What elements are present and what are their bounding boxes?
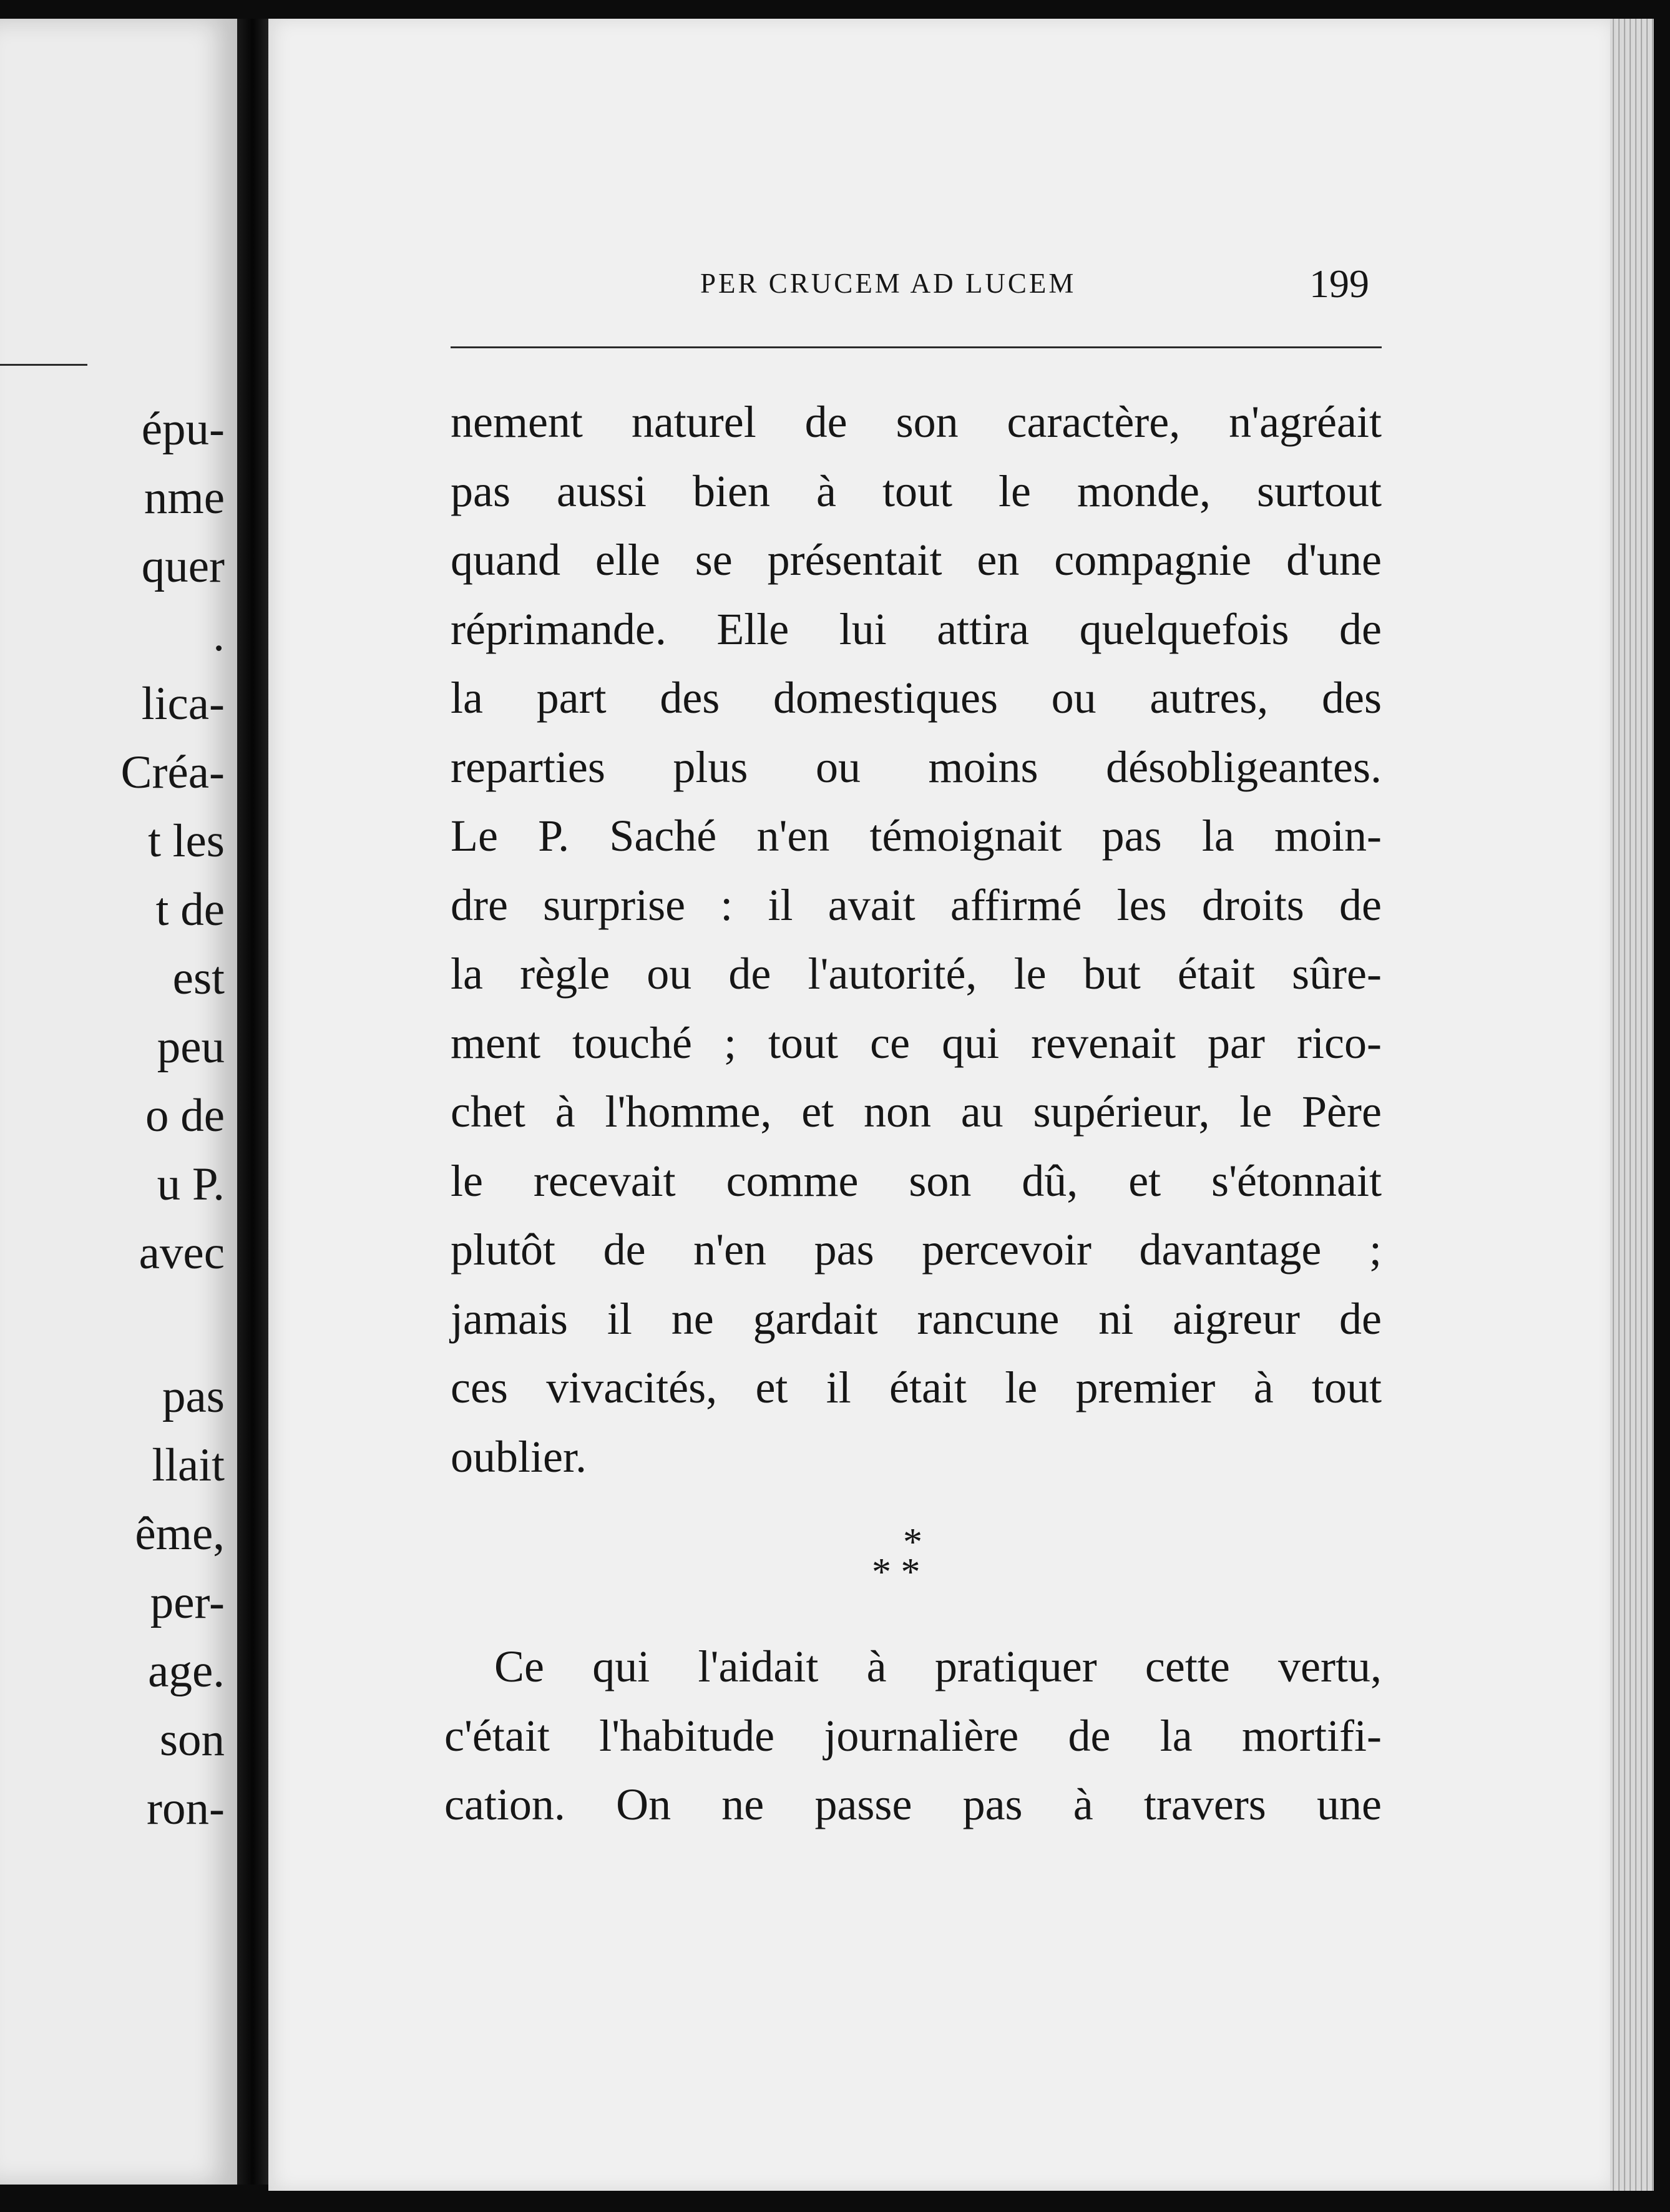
left-page-line: age.: [148, 1645, 225, 1697]
left-page: [0, 19, 237, 2185]
text-line: plutôt de n'en pas percevoir davantage ;: [451, 1225, 1382, 1275]
text-line: pas aussi bien à tout le monde, surtout: [451, 466, 1382, 516]
left-page-line: t les: [148, 815, 225, 867]
book-gutter: [237, 19, 268, 2185]
text-line: oublier.: [451, 1431, 587, 1482]
text-line: quand elle se présentait en compagnie d'une: [451, 535, 1382, 585]
text-line: c'était l'habitude journalière de la mortifi-: [444, 1710, 1382, 1761]
text-line: reparties plus ou moins désobligeantes.: [451, 741, 1382, 792]
left-page-line: lica-: [141, 678, 225, 730]
left-page-rule: [0, 364, 87, 366]
left-page-line: est: [172, 952, 225, 1004]
left-page-line: ême,: [135, 1508, 225, 1560]
text-line: dre surprise : il avait affirmé les droits de: [451, 879, 1382, 930]
text-line: la part des domestiques ou autres, des: [451, 673, 1382, 723]
running-title: PER CRUCEM AD LUCEM: [700, 268, 1077, 299]
text-line: réprimande. Elle lui attira quelquefois de: [451, 604, 1382, 654]
text-line: le recevait comme son dû, et s'étonnait: [451, 1155, 1382, 1206]
left-page-line: avec: [139, 1227, 225, 1279]
text-line: jamais il ne gardait rancune ni aigreur de: [451, 1293, 1382, 1344]
left-page-line: llait: [152, 1439, 225, 1491]
left-page-line: per-: [150, 1577, 225, 1628]
left-page-line: son: [159, 1714, 225, 1766]
left-page-line: .: [213, 609, 225, 661]
left-page-line: quer: [141, 541, 225, 592]
text-line: nement naturel de son caractère, n'agréait: [451, 397, 1382, 447]
text-line: Le P. Saché n'en témoignait pas la moin-: [451, 811, 1382, 861]
left-page-line: u P.: [157, 1158, 225, 1210]
left-page-line: t de: [155, 884, 225, 936]
text-line: la règle ou de l'autorité, le but était sûre-: [451, 949, 1382, 999]
page-number: 199: [1309, 262, 1369, 306]
page-edges: [1610, 19, 1654, 2191]
left-page-line: ron-: [147, 1783, 225, 1834]
left-page-line: nme: [144, 472, 225, 524]
text-line: ces vivacités, et il était le premier à tout: [451, 1363, 1382, 1412]
text-line: chet à l'homme, et non au supérieur, le Père: [451, 1087, 1382, 1137]
left-page-line: peu: [157, 1021, 225, 1073]
text-line: cation. On ne passe pas à travers une: [444, 1779, 1382, 1829]
asterism-bottom: * *: [872, 1551, 920, 1593]
text-line: ment touché ; tout ce qui revenait par rico-: [451, 1017, 1382, 1068]
asterism-top: *: [903, 1521, 922, 1564]
header-rule: [451, 346, 1382, 348]
text-line: Ce qui l'aidait à pratiquer cette vertu,: [494, 1642, 1382, 1691]
left-page-line: o de: [145, 1090, 225, 1142]
left-page-line: épu-: [141, 403, 225, 455]
left-page-line: pas: [162, 1371, 225, 1422]
left-page-line: Créa-: [120, 746, 225, 798]
